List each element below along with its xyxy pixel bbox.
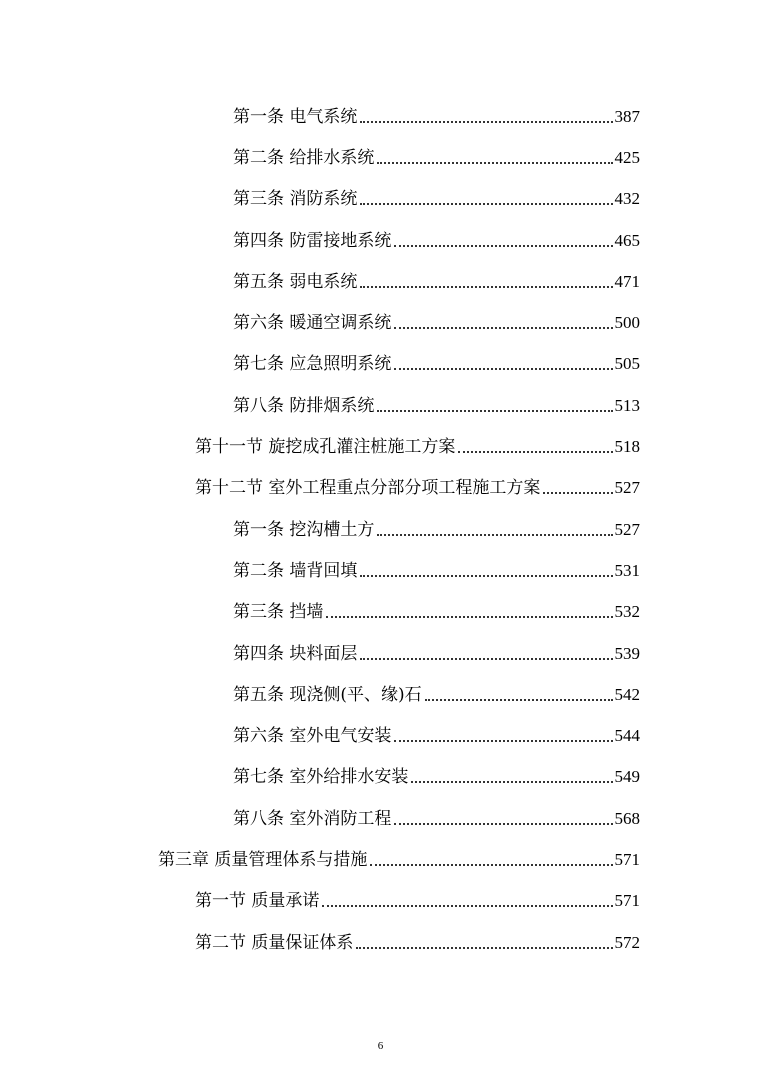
toc-entry-page: 387 [614,106,640,126]
toc-entry-page: 500 [614,313,640,333]
toc-entry-page: 425 [614,147,640,167]
toc-entry-page: 571 [614,849,640,869]
dot-leader [377,162,612,164]
page-number: 6 [377,1040,384,1052]
dot-leader [326,616,612,618]
toc-entry-page: 568 [614,808,640,828]
toc-entry-title: 第三条 挡墙 [233,602,324,623]
toc-entry[interactable] [0,798,761,839]
toc-entry[interactable] [0,261,761,302]
toc-entry-title: 第六条 暖通空调系统 [233,313,392,334]
toc-entry[interactable] [0,96,761,137]
dot-leader [322,905,612,907]
toc-entry[interactable] [0,881,761,922]
toc-entry-page: 571 [614,891,640,911]
toc-entry-title: 第二条 墙背回填 [233,560,358,581]
toc-entry-page: 432 [614,189,640,209]
toc-entry-page: 572 [614,932,640,952]
dot-leader [458,451,612,453]
toc-entry-page: 532 [614,602,640,622]
toc-entry-page: 549 [614,767,640,787]
table-of-contents [0,96,761,963]
toc-entry-page: 513 [614,395,640,415]
toc-entry-title: 第八条 防排烟系统 [233,395,375,416]
toc-entry[interactable] [0,674,761,715]
toc-entry-title: 第五条 现浇侧(平、缘)石 [233,684,422,705]
toc-entry[interactable] [0,468,761,509]
toc-entry[interactable] [0,137,761,178]
dot-leader [370,864,612,866]
dot-leader [360,121,612,123]
toc-entry[interactable] [0,344,761,385]
dot-leader [377,534,612,536]
toc-entry-title: 第四条 块料面层 [233,643,358,664]
toc-entry[interactable] [0,715,761,756]
toc-entry-page: 542 [614,684,640,704]
toc-entry[interactable] [0,757,761,798]
toc-entry[interactable] [0,550,761,591]
toc-entry[interactable] [0,179,761,220]
toc-entry-title: 第一节 质量承诺 [195,891,320,912]
toc-entry-title: 第一条 挖沟槽土方 [233,519,375,540]
toc-entry[interactable] [0,302,761,343]
dot-leader [360,286,612,288]
toc-entry-title: 第十一节 旋挖成孔灌注桩施工方案 [195,437,456,458]
toc-entry-page: 518 [614,437,640,457]
dot-leader [394,327,612,329]
toc-entry-page: 539 [614,643,640,663]
toc-entry-title: 第七条 室外给排水安装 [233,767,409,788]
toc-entry[interactable] [0,385,761,426]
dot-leader [356,947,612,949]
toc-entry-title: 第二节 质量保证体系 [195,932,354,953]
toc-entry-page: 471 [614,271,640,291]
dot-leader [377,410,612,412]
toc-entry[interactable] [0,220,761,261]
toc-entry[interactable] [0,922,761,963]
toc-entry-page: 527 [614,478,640,498]
dot-leader [360,575,612,577]
dot-leader [425,699,613,701]
toc-entry-title: 第二条 给排水系统 [233,147,375,168]
toc-entry-page: 531 [614,560,640,580]
toc-entry[interactable] [0,592,761,633]
dot-leader [394,823,612,825]
dot-leader [394,740,612,742]
toc-entry-title: 第六条 室外电气安装 [233,726,392,747]
toc-entry-page: 465 [614,230,640,250]
dot-leader [360,658,612,660]
toc-entry[interactable] [0,633,761,674]
toc-entry-title: 第七条 应急照明系统 [233,354,392,375]
toc-entry-page: 544 [614,726,640,746]
toc-entry-title: 第一条 电气系统 [233,106,358,127]
dot-leader [543,492,612,494]
toc-entry[interactable] [0,509,761,550]
toc-entry[interactable] [0,426,761,467]
toc-entry-title: 第三章 质量管理体系与措施 [158,849,368,870]
toc-entry-title: 第三条 消防系统 [233,189,358,210]
dot-leader [394,245,612,247]
toc-entry[interactable] [0,839,761,880]
dot-leader [360,203,612,205]
toc-entry-title: 第五条 弱电系统 [233,271,358,292]
toc-entry-title: 第十二节 室外工程重点分部分项工程施工方案 [195,478,541,499]
toc-entry-page: 505 [614,354,640,374]
toc-entry-page: 527 [614,519,640,539]
dot-leader [411,781,612,783]
toc-entry-title: 第八条 室外消防工程 [233,808,392,829]
dot-leader [394,368,612,370]
toc-entry-title: 第四条 防雷接地系统 [233,230,392,251]
